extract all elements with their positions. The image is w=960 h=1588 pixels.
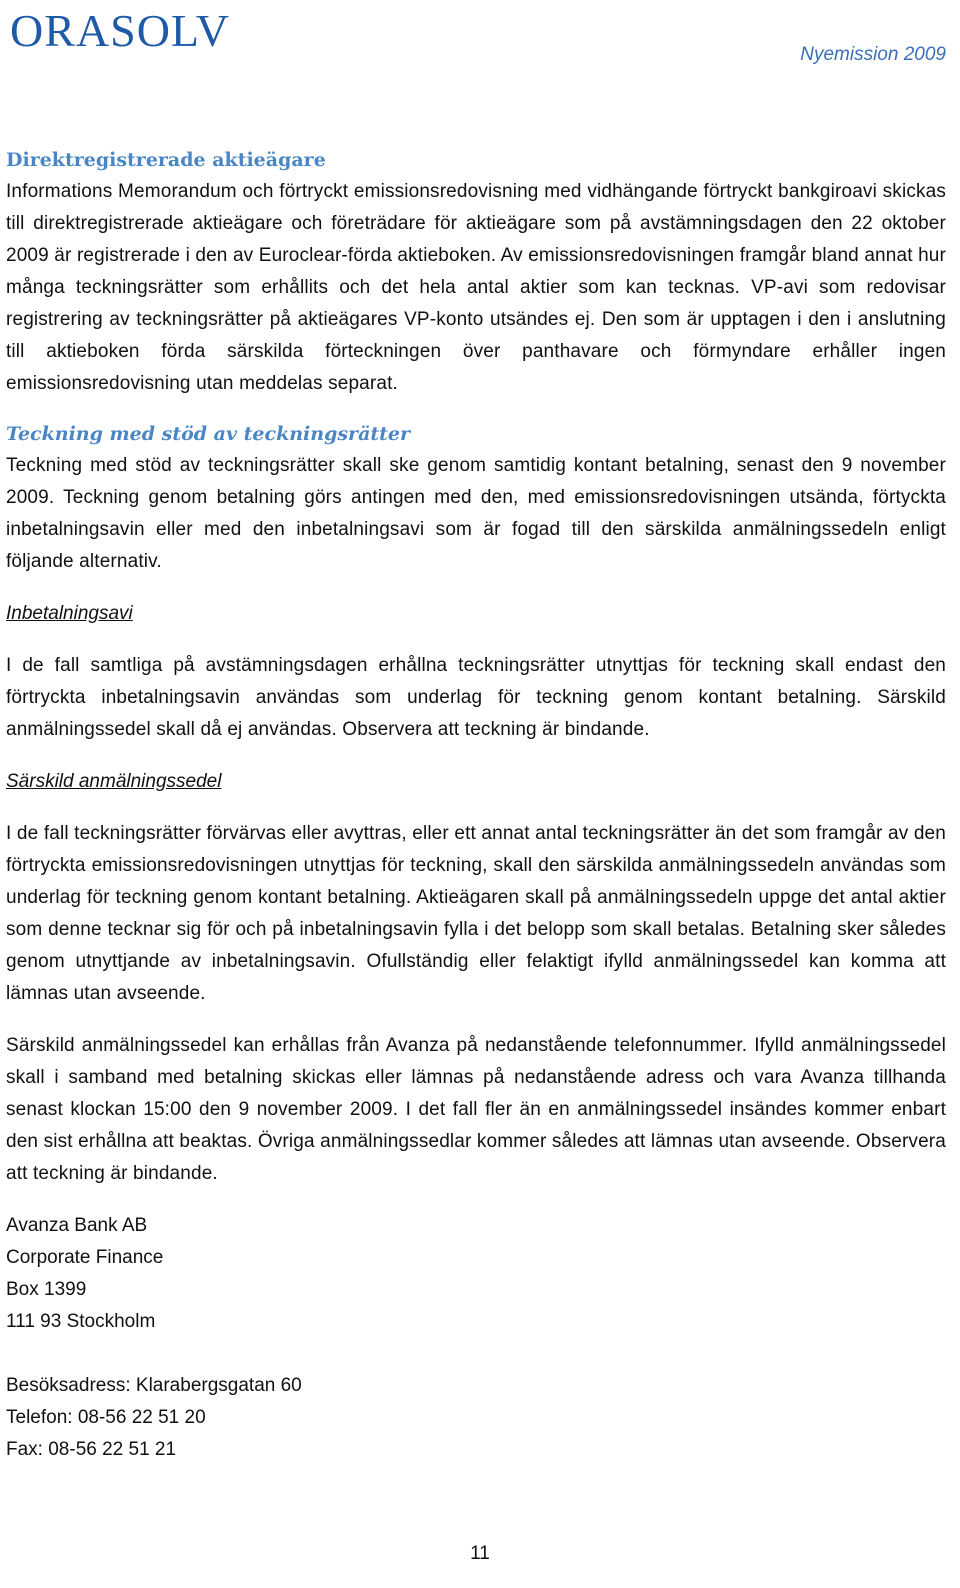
section-heading-subscription: Teckning med stöd av teckningsrätter: [6, 423, 411, 445]
section-text-payment-slip: I de fall samtliga på avstämningsdagen erhållna teckningsrätter utnyttjas för teckning skall endast den förtryckta inbetalningsavin användas som underlag för teckning genom kontant betalning. Särskild anmälningssedel skall då ej användas. Observera att teckning är bindande.: [6, 655, 946, 740]
section-text-application-form-1: I de fall teckningsrätter förvärvas eller avyttras, eller ett annat antal teckningsrätter än det som framgår av den förtryckta emissionsredovisningen utnyttjas för teckning, skall den särskilda anmälningssedeln användas som underlag för teckning genom kontant betalning. Aktieägaren skall på anmälningssedeln uppge det antal aktier som denne tecknar sig för och på inbetalningsavin fylla i det belopp som skall betalas. Betalning sker således genom utnyttjande av inbetalningsavin. Ofullständig eller felaktigt ifylld anmälningssedel kan komma att lämnas utan avseende.: [6, 823, 946, 1004]
section-text-direct: Informations Memorandum och förtryckt emissionsredovisning med vidhängande förtryckt bankgiroavi skickas till direktregistrerade aktieägare och företrädare för aktieägare som på avstämningsdagen den 22 oktober 2009 är registrerade i den av Euroclear-förda aktieboken. Av emissionsredovisningen framgår bland annat hur många teckningsrätter som erhållits och det hela antal aktier som kan tecknas. VP-avi som redovisar registrering av teckningsrätter på aktieägares VP-konto utsändes ej. Den som är upptagen i den i anslutning till aktieboken förda särskilda förteckningen över panthavare och förmyndare erhåller ingen emissionsredovisning utan meddelas separat.: [6, 181, 946, 394]
section-text-application-form-2: Särskild anmälningssedel kan erhållas från Avanza på nedanstående telefonnummer. Ifylld anmälningssedel skall i samband med betalning skickas eller lämnas på nedanstående adress och vara Avanza tillhanda senast klockan 15:00 den 9 november 2009. I det fall fler än en anmälningssedel insändes kommer enbart den sist erhållna att beaktas. Övriga anmälningssedlar kommer således att lämnas utan avseende. Observera att teckning är bindande.: [6, 1035, 946, 1184]
phone-number: Telefon: 08-56 22 51 20: [6, 1407, 206, 1428]
company-logo: [10, 4, 230, 57]
address-line-company: Avanza Bank AB: [6, 1215, 148, 1236]
section-heading-payment-slip: Inbetalningsavi: [6, 603, 133, 624]
address-line-city: 111 93 Stockholm: [6, 1311, 156, 1332]
address-block: [6, 1210, 946, 1466]
document-body: [6, 144, 946, 1466]
page-number: 11: [470, 1543, 490, 1564]
section-heading-application-form: Särskild anmälningssedel: [6, 771, 222, 792]
section-heading-direct: Direktregistrerade aktieägare: [6, 149, 326, 171]
visit-address: Besöksadress: Klarabergsgatan 60: [6, 1375, 302, 1396]
fax-number: Fax: 08-56 22 51 21: [6, 1439, 177, 1460]
document-title: Nyemission 2009: [800, 44, 946, 65]
address-line-department: Corporate Finance: [6, 1247, 164, 1268]
address-line-box: Box 1399: [6, 1279, 87, 1300]
section-text-subscription: Teckning med stöd av teckningsrätter skall ske genom samtidig kontant betalning, senast den 9 november 2009. Teckning genom betalning görs antingen med den, med emissionsredovisningen utsända, förtyckta inbetalningsavin eller med den inbetalningsavi som är fogad till den särskilda anmälningssedeln enligt följande alternativ.: [6, 455, 946, 572]
logo-text: ORASOLV: [10, 5, 231, 56]
